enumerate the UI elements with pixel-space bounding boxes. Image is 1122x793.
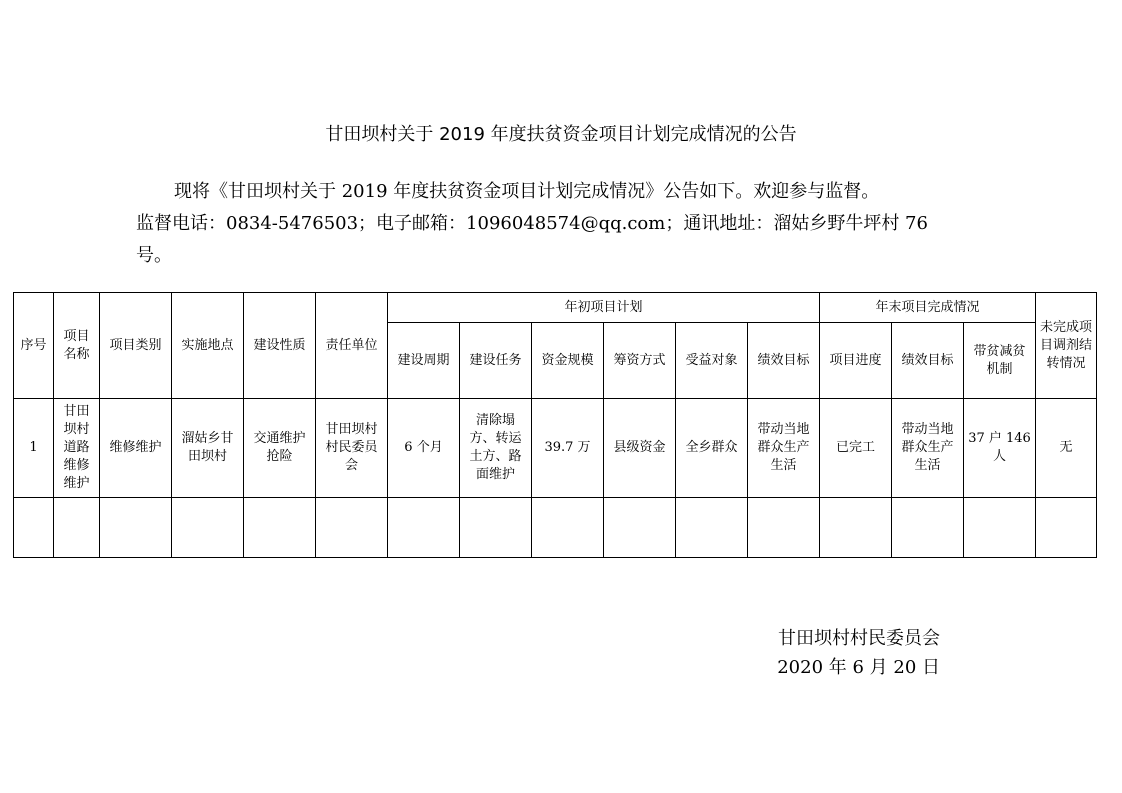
header-funding-method: 筹资方式	[604, 323, 676, 399]
cell-name: 甘田坝村道路维修维护	[54, 399, 100, 498]
table-row-empty	[14, 498, 1097, 558]
cell-period: 6 个月	[388, 399, 460, 498]
intro-line-3: 号。	[136, 245, 172, 266]
table-row	[14, 399, 1097, 498]
signature-date: 2020 年 6 月 20 日	[777, 657, 940, 678]
cell-unit: 甘田坝村村民委员会	[316, 399, 388, 498]
header-category: 项目类别	[100, 293, 172, 399]
cell-mechanism: 37 户 146 人	[964, 399, 1036, 498]
header-task: 建设任务	[460, 323, 532, 399]
intro-line-2: 监督电话：0834-5476503；电子邮箱：1096048574@qq.com；通讯地址：溜姑乡野牛坪村 76	[136, 213, 928, 234]
header-perf-goal: 绩效目标	[892, 323, 964, 399]
header-progress: 项目进度	[820, 323, 892, 399]
header-funds: 资金规模	[532, 323, 604, 399]
cell-nature: 交通维护抢险	[244, 399, 316, 498]
header-seq: 序号	[14, 293, 54, 399]
intro-line-1: 现将《甘田坝村关于 2019 年度扶贫资金项目计划完成情况》公告如下。欢迎参与监督。	[174, 181, 880, 202]
page-title: 甘田坝村关于 2019 年度扶贫资金项目计划完成情况的公告	[325, 124, 797, 145]
cell-perf-goal: 带动当地群众生产生活	[892, 399, 964, 498]
header-mechanism: 带贫减贫机制	[964, 323, 1036, 399]
header-location: 实施地点	[172, 293, 244, 399]
intro-paragraph	[136, 176, 996, 272]
cell-task: 清除塌方、转运土方、路面维护	[460, 399, 532, 498]
header-period: 建设周期	[388, 323, 460, 399]
cell-unfinished: 无	[1036, 399, 1097, 498]
cell-perf-target: 带动当地群众生产生活	[748, 399, 820, 498]
header-unfinished: 未完成项目调剂结转情况	[1036, 293, 1097, 399]
header-perf-target: 绩效目标	[748, 323, 820, 399]
cell-location: 溜姑乡甘田坝村	[172, 399, 244, 498]
cell-funds: 39.7 万	[532, 399, 604, 498]
cell-seq: 1	[14, 399, 54, 498]
table-header-row-1	[14, 293, 1097, 323]
header-group-completion: 年末项目完成情况	[820, 293, 1036, 323]
cell-beneficiaries: 全乡群众	[676, 399, 748, 498]
cell-progress: 已完工	[820, 399, 892, 498]
header-group-plan: 年初项目计划	[388, 293, 820, 323]
header-beneficiaries: 受益对象	[676, 323, 748, 399]
cell-category: 维修维护	[100, 399, 172, 498]
cell-funding-method: 县级资金	[604, 399, 676, 498]
header-name: 项目名称	[54, 293, 100, 399]
signature-org: 甘田坝村村民委员会	[778, 628, 940, 649]
header-unit: 责任单位	[316, 293, 388, 399]
project-table	[13, 292, 1097, 558]
header-nature: 建设性质	[244, 293, 316, 399]
